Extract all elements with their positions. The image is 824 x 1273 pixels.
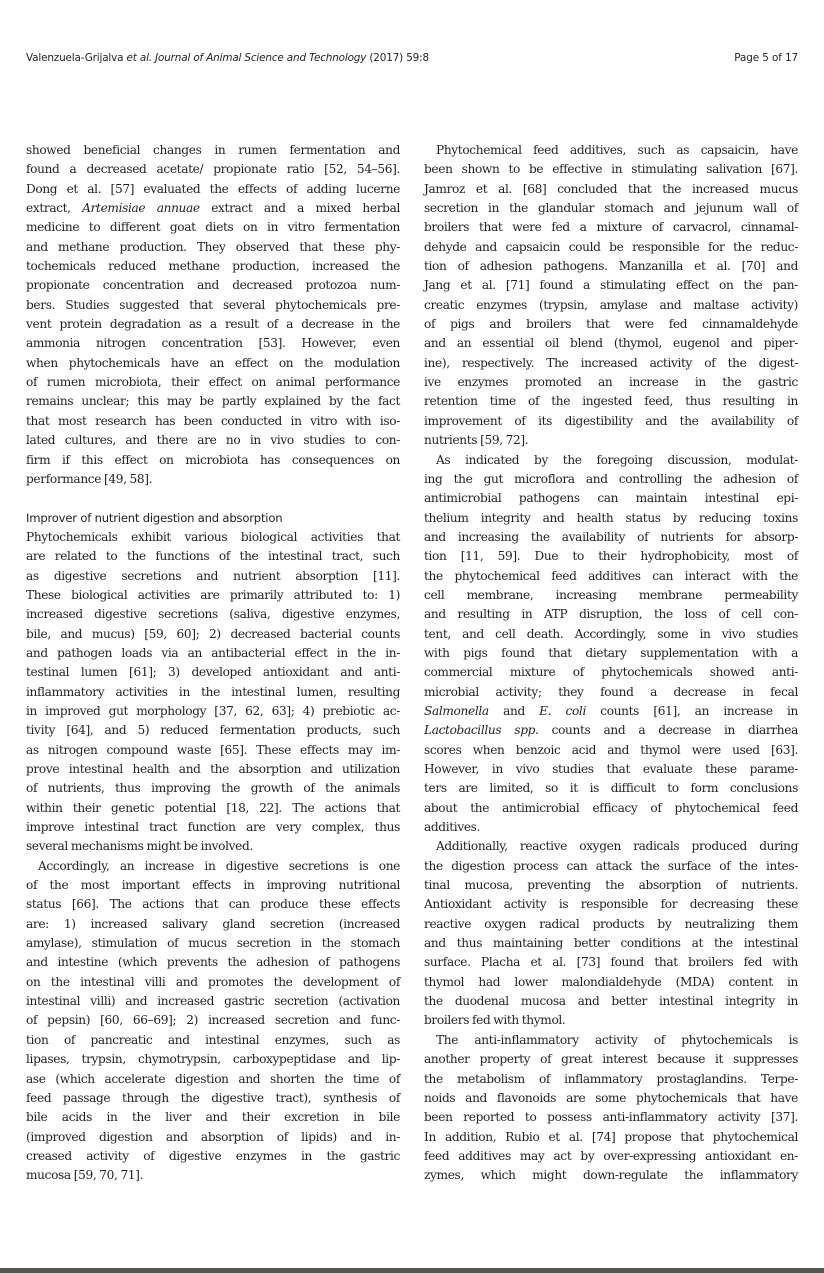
text-line: ing the gut microflora and controlling the adhesion of — [424, 471, 798, 486]
text-line: ive enzymes promoted an increase in the gastric — [424, 375, 798, 390]
text-line: zymes, which might down-regulate the inflammatory — [424, 1168, 798, 1183]
text-line: surface. Placha et al. [73] found that broilers fed with — [424, 955, 798, 970]
text-line: of the most important effects in improving nutritional — [26, 878, 400, 893]
text-line: bile acids in the liver and their excretion in bile — [26, 1110, 400, 1125]
text-line: amylase), stimulation of mucus secretion in the stomach — [26, 936, 400, 951]
text-line: The anti-inflammatory activity of phytochemicals is — [436, 1032, 798, 1047]
text-line: are: 1) increased salivary gland secretion (increased — [26, 916, 400, 931]
text-line: vent protein degradation as a result of a decrease in the — [26, 317, 400, 332]
text-line: ine), respectively. The increased activity of the digest- — [424, 355, 798, 370]
text-line: noids and flavonoids are some phytochemicals that have — [424, 1090, 798, 1105]
text-line: reactive oxygen radical products by neutralizing them — [424, 916, 798, 931]
text-line: tion of adhesion pathogens. Manzanilla et al. [70] and — [424, 259, 798, 274]
text-line: been reported to possess anti-inflammatory activity [37]. — [424, 1110, 798, 1125]
paragraph — [26, 141, 400, 489]
text-line: improve intestinal tract function are very complex, thus — [26, 820, 400, 835]
text-line: about the antimicrobial efficacy of phytochemical feed — [424, 800, 798, 815]
text-line: with pigs found that dietary supplementation with a — [424, 645, 798, 660]
text-line: and increasing the availability of nutrients for absorp- — [424, 529, 798, 544]
text-line: of rumen microbiota, their effect on animal performance — [26, 375, 400, 390]
header-et-al: et al. — [126, 52, 152, 64]
text-line: ammonia nitrogen concentration [53]. However, even — [26, 336, 400, 351]
text-line: feed passage through the digestive tract), synthesis of — [26, 1090, 400, 1105]
text-line: another property of great interest because it suppresses — [424, 1052, 798, 1067]
text-line: testinal lumen [61]; 3) developed antioxidant and anti- — [26, 665, 400, 680]
page-number: Page 5 of 17 — [734, 52, 798, 64]
text-line: lated cultures, and there are no in vivo studies to con- — [26, 433, 400, 448]
text-line: as nitrogen compound waste [65]. These effects may im- — [26, 742, 400, 757]
text-line: broilers fed with thymol. — [424, 1013, 566, 1028]
text-line: prove intestinal health and the absorption and utilization — [26, 762, 400, 776]
left-column — [26, 141, 400, 1186]
text-line: in improved gut morphology [37, 62, 63]; 4) prebiotic ac- — [26, 703, 400, 718]
text-line: been shown to be effective in stimulating salivation [67]. — [424, 162, 798, 177]
paragraph — [26, 857, 400, 1186]
spacer — [26, 489, 400, 508]
text-line: broilers that were fed a mixture of carvacrol, cinnamal- — [424, 220, 798, 235]
text-line: cell membrane, increasing membrane permeability — [424, 587, 798, 602]
text-line: Jang et al. [71] found a stimulating effect on the pan- — [424, 278, 798, 293]
text-line: the digestion process can attack the surface of the intes- — [424, 858, 798, 873]
text-line: antimicrobial pathogens can maintain intestinal epi- — [424, 491, 798, 506]
text-line: additives. — [424, 820, 481, 835]
text-line: tent, and cell death. Accordingly, some in vivo studies — [424, 626, 798, 641]
paragraph — [424, 451, 798, 838]
text-line: In addition, Rubio et al. [74] propose that phytochemical — [424, 1129, 798, 1144]
text-line: when phytochemicals have an effect on the modulation — [26, 355, 400, 370]
text-line: Phytochemicals exhibit various biological activities that — [26, 529, 400, 544]
text-line: lipases, trypsin, chymotrypsin, carboxypeptidase and lip- — [26, 1052, 400, 1067]
text-line: inflammatory activities in the intestinal lumen, resulting — [26, 684, 400, 699]
text-line: ters are limited, so it is difficult to form conclusions — [424, 781, 798, 796]
italic-term: E. coli — [539, 703, 586, 718]
text-line: commercial mixture of phytochemicals showed anti- — [424, 665, 798, 680]
text-line: Lactobacillus spp. counts and a decrease in diarrhea — [424, 723, 799, 738]
right-column — [424, 141, 798, 1186]
text-line: tochemicals reduced methane production, increased the — [26, 259, 400, 274]
text-line: tinal mucosa, preventing the absorption of nutrients. — [424, 878, 798, 893]
text-line: As indicated by the foregoing discussion, modulat- — [436, 452, 798, 467]
text-line: scores when benzoic acid and thymol were used [63]. — [424, 742, 798, 757]
text-line: and thus maintaining better conditions at the intestinal — [424, 936, 798, 951]
text-line: nutrients [59, 72]. — [424, 433, 529, 448]
header-year-volume: (2017) 59:8 — [369, 52, 429, 64]
header-journal: Journal of Animal Science and Technology — [155, 52, 367, 64]
text-line: thymol had lower malondialdehyde (MDA) content in — [424, 974, 798, 989]
section-heading: Improver of nutrient digestion and absorption — [26, 510, 283, 525]
header-citation — [26, 52, 429, 64]
text-line: the duodenal mucosa and better intestinal integrity in — [424, 994, 798, 1009]
text-line: remains unclear; this may be partly explained by the fact — [26, 394, 400, 409]
text-line: mucosa [59, 70, 71]. — [26, 1168, 144, 1183]
text-line: several mechanisms might be involved. — [26, 839, 253, 854]
italic-term: Salmonella — [424, 703, 489, 718]
header-authors: Valenzuela-Grijalva — [26, 52, 124, 64]
paragraph — [424, 141, 798, 451]
text-line: the metabolism of inflammatory prostaglandins. Terpe- — [424, 1071, 798, 1086]
text-line: propionate concentration and decreased protozoa num- — [26, 278, 400, 293]
text-line: tion of pancreatic and intestinal enzymes, such as — [26, 1032, 400, 1047]
text-line: creased activity of digestive enzymes in the gastric — [26, 1148, 400, 1163]
text-line: of pigs and broilers that were fed cinnamaldehyde — [424, 317, 798, 332]
text-line: feed additives may act by over-expressing antioxidant en- — [424, 1148, 798, 1163]
text-line: Jamroz et al. [68] concluded that the increased mucus — [424, 181, 798, 196]
text-line: increased digestive secretions (saliva, digestive enzymes, — [26, 607, 400, 622]
text-line: extract, Artemisiae annuae extract and a mixed herbal — [26, 201, 400, 216]
text-line: status [66]. The actions that can produce these effects — [26, 897, 400, 912]
text-line: Salmonella and E. coli counts [61], an increase in — [424, 703, 798, 718]
text-line: and an essential oil blend (thymol, eugenol and piper- — [424, 336, 798, 351]
text-line: Accordingly, an increase in digestive secretions is one — [38, 858, 400, 873]
text-line: and resulting in ATP disruption, the loss of cell con- — [424, 607, 798, 622]
text-line: creatic enzymes (trypsin, amylase and maltase activity) — [424, 297, 798, 312]
text-line: and intestine (which prevents the adhesion of pathogens — [26, 955, 400, 970]
text-line: of nutrients, thus improving the growth of the animals — [26, 781, 400, 796]
paragraph — [424, 837, 798, 1030]
text-line: Additionally, reactive oxygen radicals produced during — [436, 839, 798, 854]
text-line: tivity [64], and 5) reduced fermentation products, such — [26, 723, 400, 738]
text-line: that most research has been conducted in vitro with iso- — [26, 413, 400, 428]
text-line: Antioxidant activity is responsible for decreasing these — [424, 897, 798, 912]
text-line: retention time of the ingested feed, thus resulting in — [424, 394, 798, 409]
text-line: are related to the functions of the intestinal tract, such — [26, 549, 400, 564]
text-line: and methane production. They observed that these phy- — [26, 239, 400, 254]
text-line: Dong et al. [57] evaluated the effects of adding lucerne — [26, 181, 400, 196]
text-line: bers. Studies suggested that several phytochemicals pre- — [26, 297, 400, 312]
text-line: microbial activity; they found a decrease in fecal — [424, 684, 798, 699]
text-line: (improved digestion and absorption of lipids) and in- — [26, 1129, 400, 1144]
text-line: within their genetic potential [18, 22]. The actions that — [26, 800, 400, 815]
text-line: performance [49, 58]. — [26, 471, 153, 486]
running-header — [26, 52, 798, 68]
text-line: bile, and mucus) [59, 60]; 2) decreased bacterial counts — [26, 626, 400, 641]
text-line: and pathogen loads via an antibacterial effect in the in- — [26, 645, 400, 660]
text-line: dehyde and capsaicin could be responsible for the reduc- — [424, 239, 798, 254]
italic-term: Artemisiae annuae — [82, 201, 200, 216]
text-line: as digestive secretions and nutrient absorption [11]. — [26, 568, 400, 583]
paragraph — [26, 528, 400, 857]
text-line: Phytochemical feed additives, such as capsaicin, have — [436, 143, 798, 157]
text-line: firm if this effect on microbiota has consequences on — [26, 452, 400, 467]
text-line: However, in vivo studies that evaluate these parame- — [424, 762, 798, 776]
text-line: showed beneficial changes in rumen fermentation and — [26, 143, 400, 157]
text-line: thelium integrity and health status by reducing toxins — [424, 510, 798, 525]
text-line: on the intestinal villi and promotes the development of — [26, 974, 400, 989]
text-line: found a decreased acetate/ propionate ratio [52, 54–56]. — [26, 162, 400, 177]
text-line: These biological activities are primarily attributed to: 1) — [26, 587, 400, 602]
text-line: medicine to different goat diets on in vitro fermentation — [26, 220, 400, 235]
text-line: improvement of its digestibility and the availability of — [424, 413, 798, 428]
paragraph — [424, 1031, 798, 1186]
text-line: secretion in the glandular stomach and jejunum wall of — [424, 201, 798, 216]
italic-term: Lactobacillus spp. — [424, 723, 539, 738]
page-bottom-border — [0, 1268, 824, 1273]
text-line: of pepsin) [60, 66–69]; 2) increased secretion and func- — [26, 1013, 400, 1028]
text-line: ase (which accelerate digestion and shorten the time of — [26, 1071, 400, 1086]
text-line: tion [11, 59]. Due to their hydrophobicity, most of — [424, 549, 798, 564]
text-line: intestinal villi) and increased gastric secretion (activation — [26, 994, 400, 1009]
text-line: the phytochemical feed additives can interact with the — [424, 568, 798, 583]
